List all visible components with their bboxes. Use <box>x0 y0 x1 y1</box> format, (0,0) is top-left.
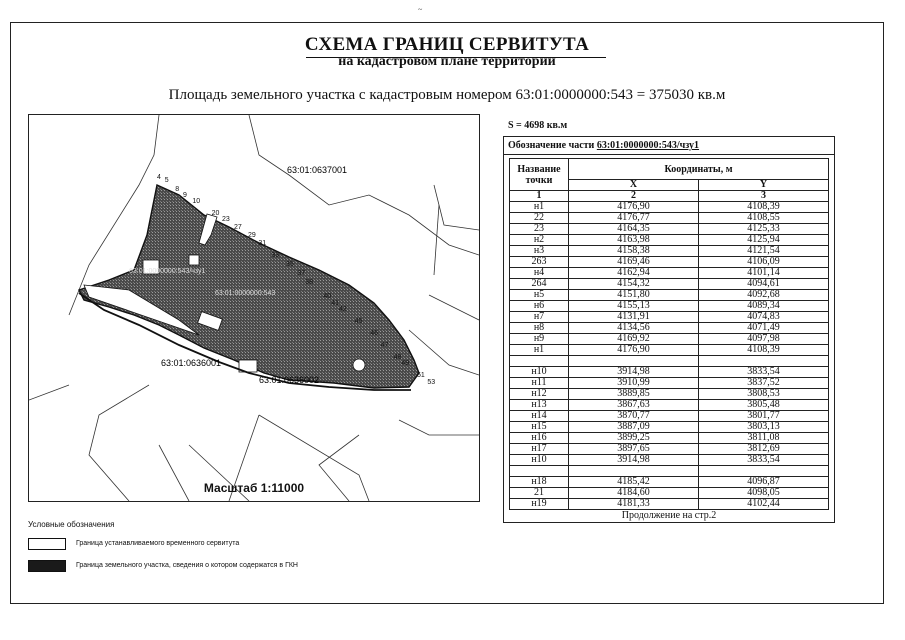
table-row <box>510 444 829 455</box>
point-name-cell: 263 <box>510 257 569 268</box>
point-label: 45 <box>354 318 363 325</box>
table-row <box>510 433 829 444</box>
coord-x-cell: 3889,85 <box>569 389 699 400</box>
point-label: 46 <box>370 330 378 337</box>
table-row <box>510 257 829 268</box>
table-row <box>510 411 829 422</box>
coord-x-cell: 4163,98 <box>569 235 699 246</box>
point-label: 9 <box>183 192 187 199</box>
header-point-name: Название точки <box>510 159 569 191</box>
coord-x-cell: 4155,13 <box>569 301 699 312</box>
district-label-south: 63:01:0636002 <box>259 375 320 385</box>
point-label: 40 <box>323 292 332 300</box>
point-label: 47 <box>380 342 389 349</box>
parcel-polygon <box>79 185 419 388</box>
empty-cell <box>510 356 569 367</box>
page-subtitle: на кадастровом плане территории <box>338 54 556 69</box>
point-label: 41 <box>331 300 339 307</box>
table-row <box>510 246 829 257</box>
coord-y-cell: 4089,34 <box>698 301 828 312</box>
table-row <box>510 334 829 345</box>
point-name-cell: н12 <box>510 389 569 400</box>
part-number: 63:01:0000000:543/чзу1 <box>596 140 700 151</box>
coord-x-cell: 4134,56 <box>569 323 699 334</box>
point-label: 27 <box>234 223 242 231</box>
point-name-cell: н5 <box>510 290 569 301</box>
point-label: 10 <box>192 198 201 205</box>
coord-x-cell: 4169,92 <box>569 334 699 345</box>
point-name-cell: н7 <box>510 312 569 323</box>
boundary-line <box>399 420 479 435</box>
coord-y-cell: 4092,68 <box>698 290 828 301</box>
coord-x-cell: 3914,98 <box>569 455 699 466</box>
coord-y-cell: 3833,54 <box>698 367 828 378</box>
coord-y-cell: 4074,83 <box>698 312 828 323</box>
table-row <box>510 422 829 433</box>
coord-y-cell: 4098,05 <box>698 488 828 499</box>
coord-x-cell: 3870,77 <box>569 411 699 422</box>
coord-x-cell: 3914,98 <box>569 367 699 378</box>
coord-x-cell: 3910,99 <box>569 378 699 389</box>
part-label: Обозначение части <box>508 140 597 151</box>
map-scale: Масштаб 1:11000 <box>203 481 305 495</box>
table-row <box>510 268 829 279</box>
table-row <box>510 499 829 510</box>
coord-y-cell: 4097,98 <box>698 334 828 345</box>
coord-x-cell: 4184,60 <box>569 488 699 499</box>
coord-x-cell: 4185,42 <box>569 477 699 488</box>
point-name-cell: н2 <box>510 235 569 246</box>
point-name-cell: н6 <box>510 301 569 312</box>
point-name-cell: н9 <box>510 334 569 345</box>
district-label-southwest: 63:01:0636001 <box>161 358 222 368</box>
point-label: 33 <box>271 252 280 259</box>
point-name-cell: н14 <box>510 411 569 422</box>
table-row <box>510 224 829 235</box>
group-separator <box>510 356 829 367</box>
district-label-north: 63:01:0637001 <box>287 165 348 175</box>
point-name-cell: 21 <box>510 488 569 499</box>
empty-cell <box>698 466 828 477</box>
boundary-line <box>409 330 479 375</box>
parcel-label: 63:01:0000000:543 <box>215 290 276 297</box>
legend-label: Граница устанавливаемого временного сервитута <box>76 540 240 547</box>
point-label: 4 <box>157 174 161 181</box>
point-label: 5 <box>164 177 169 184</box>
coord-y-cell: 4108,39 <box>698 345 828 356</box>
coord-y-cell: 3811,08 <box>698 433 828 444</box>
table-row <box>510 301 829 312</box>
point-label: 37 <box>297 270 306 277</box>
point-name-cell: н16 <box>510 433 569 444</box>
point-label: 42 <box>339 306 347 313</box>
table-row <box>510 213 829 224</box>
point-label: 20 <box>211 210 220 217</box>
boundary-line <box>429 295 479 320</box>
point-label: 49 <box>401 360 410 367</box>
group-separator <box>510 466 829 477</box>
table-row <box>510 279 829 290</box>
point-name-cell: н17 <box>510 444 569 455</box>
boundary-line <box>29 385 69 400</box>
legend-title: Условные обозначения <box>28 520 115 529</box>
table-row <box>510 345 829 356</box>
header-x: X <box>569 180 699 191</box>
coord-y-cell: 3808,53 <box>698 389 828 400</box>
point-name-cell: н10 <box>510 367 569 378</box>
structure <box>353 359 365 371</box>
table-row <box>510 488 829 499</box>
document-sheet <box>10 22 884 604</box>
point-label: 8 <box>175 186 180 193</box>
point-name-cell: н19 <box>510 499 569 510</box>
point-label: 23 <box>222 216 230 223</box>
point-name-cell: 23 <box>510 224 569 235</box>
coordinates-body <box>510 202 829 510</box>
coord-y-cell: 4121,54 <box>698 246 828 257</box>
table-row <box>510 290 829 301</box>
point-name-cell: 22 <box>510 213 569 224</box>
coord-x-cell: 4181,33 <box>569 499 699 510</box>
coord-x-cell: 4169,46 <box>569 257 699 268</box>
boundary-line <box>434 185 479 230</box>
coord-y-cell: 4108,39 <box>698 202 828 213</box>
point-label: 51 <box>417 372 425 379</box>
map-canvas <box>29 115 479 501</box>
boundary-line <box>249 115 479 255</box>
coord-x-cell: 4162,94 <box>569 268 699 279</box>
point-name-cell: н1 <box>510 202 569 213</box>
point-name-cell: н8 <box>510 323 569 334</box>
coord-x-cell: 4176,77 <box>569 213 699 224</box>
coord-x-cell: 3897,65 <box>569 444 699 455</box>
legend-label: Граница земельного участка, сведения о котором содержатся в ГКН <box>76 562 298 569</box>
table-row <box>510 312 829 323</box>
coord-y-cell: 3837,52 <box>698 378 828 389</box>
point-label: 38 <box>305 279 313 286</box>
point-name-cell: н4 <box>510 268 569 279</box>
legend-item-parcel <box>28 560 468 574</box>
coord-y-cell: 4106,09 <box>698 257 828 268</box>
empty-cell <box>569 466 699 477</box>
point-label: 35 <box>286 261 294 268</box>
coord-x-cell: 4176,90 <box>569 345 699 356</box>
page-title: СХЕМА ГРАНИЦ СЕРВИТУТА <box>304 34 590 55</box>
empty-cell <box>510 466 569 477</box>
coord-y-cell: 3801,77 <box>698 411 828 422</box>
point-label: 29 <box>248 232 256 240</box>
coord-x-cell: 3867,63 <box>569 400 699 411</box>
table-row <box>510 400 829 411</box>
header-index-1: 1 <box>510 191 569 202</box>
servitude-area: S = 4698 кв.м <box>508 120 568 131</box>
table-row <box>510 455 829 466</box>
empty-cell <box>569 356 699 367</box>
point-name-cell: н10 <box>510 455 569 466</box>
coord-y-cell: 4108,55 <box>698 213 828 224</box>
coord-x-cell: 4154,32 <box>569 279 699 290</box>
coordinates-panel <box>503 136 835 523</box>
coord-x-cell: 4151,80 <box>569 290 699 301</box>
table-row <box>510 235 829 246</box>
coord-x-cell: 4164,35 <box>569 224 699 235</box>
coord-y-cell: 3812,69 <box>698 444 828 455</box>
point-label: 53 <box>427 379 436 387</box>
coord-x-cell: 3899,25 <box>569 433 699 444</box>
boundary-line <box>434 205 439 275</box>
scan-mark: ~ <box>418 5 423 14</box>
cadastral-map <box>28 114 480 502</box>
coord-y-cell: 4101,14 <box>698 268 828 279</box>
coord-y-cell: 4071,49 <box>698 323 828 334</box>
point-name-cell: н15 <box>510 422 569 433</box>
coord-x-cell: 4131,91 <box>569 312 699 323</box>
building <box>189 255 199 265</box>
coord-x-cell: 4158,38 <box>569 246 699 257</box>
point-name-cell: 264 <box>510 279 569 290</box>
coord-y-cell: 3805,48 <box>698 400 828 411</box>
header-index-2: 2 <box>569 191 699 202</box>
coord-y-cell: 4125,33 <box>698 224 828 235</box>
header-index-3: 3 <box>698 191 828 202</box>
table-row <box>510 477 829 488</box>
coord-x-cell: 4176,90 <box>569 202 699 213</box>
point-name-cell: н3 <box>510 246 569 257</box>
parcel-part-label: 63:01:0000000:543/чзу1 <box>129 268 206 275</box>
legend-swatch-dark <box>28 560 66 572</box>
coord-y-cell: 3833,54 <box>698 455 828 466</box>
coord-y-cell: 4094,61 <box>698 279 828 290</box>
table-row <box>510 202 829 213</box>
empty-cell <box>698 356 828 367</box>
point-label: 31 <box>258 240 267 247</box>
legend-swatch-white <box>28 538 66 550</box>
point-name-cell: н13 <box>510 400 569 411</box>
header-coordinates: Координаты, м <box>569 159 829 180</box>
table-row <box>510 378 829 389</box>
table-row <box>510 323 829 334</box>
coord-y-cell: 4096,87 <box>698 477 828 488</box>
point-name-cell: н1 <box>510 345 569 356</box>
coord-y-cell: 4102,44 <box>698 499 828 510</box>
header-y: Y <box>698 180 828 191</box>
coord-y-cell: 4125,94 <box>698 235 828 246</box>
coordinates-table <box>509 158 829 510</box>
legend-item-servitude <box>28 538 468 552</box>
continuation-note: Продолжение на стр.2 <box>621 510 717 521</box>
point-name-cell: н18 <box>510 477 569 488</box>
point-label: 48 <box>393 354 402 361</box>
parcel-area-line: Площадь земельного участка с кадастровым номером 63:01:0000000:543 = 375030 кв.м <box>168 87 726 103</box>
point-name-cell: н11 <box>510 378 569 389</box>
table-row <box>510 389 829 400</box>
coord-x-cell: 3887,09 <box>569 422 699 433</box>
table-row <box>510 367 829 378</box>
coord-y-cell: 3803,13 <box>698 422 828 433</box>
part-designation <box>504 137 834 155</box>
